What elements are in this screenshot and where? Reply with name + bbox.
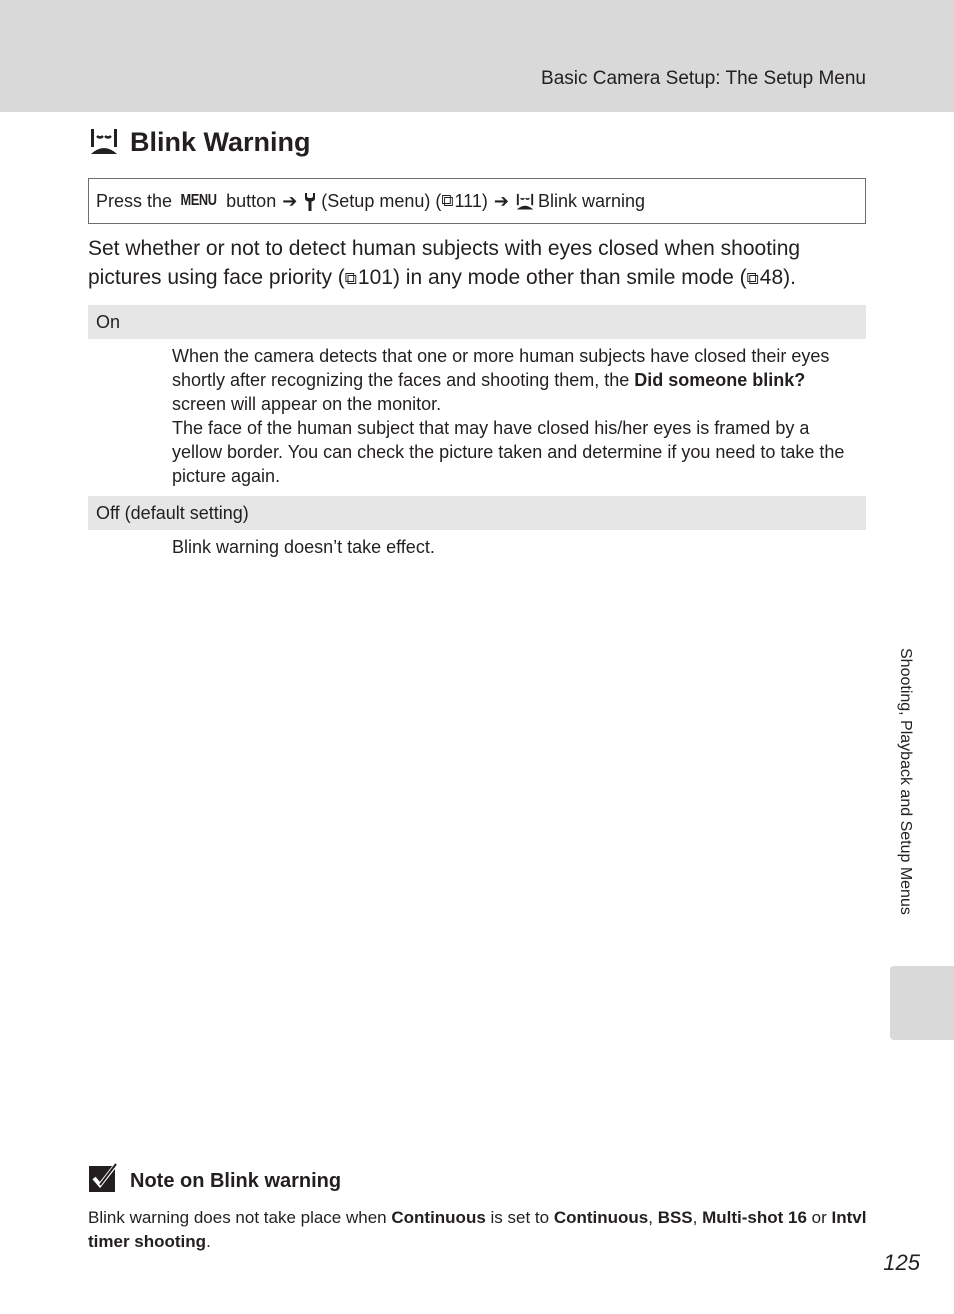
- section-side-label: Shooting, Playback and Setup Menus: [897, 648, 914, 915]
- book-icon: ⧉: [344, 269, 357, 288]
- text: ,: [692, 1208, 703, 1227]
- bold-term: Continuous: [553, 1208, 649, 1227]
- note-body: [88, 1206, 878, 1254]
- text: is set to: [485, 1208, 554, 1227]
- intro-paragraph: [88, 234, 868, 293]
- option-on-description: [172, 344, 862, 488]
- book-icon: ⧉: [441, 191, 454, 210]
- option-off-header: Off (default setting): [88, 496, 866, 530]
- navigation-path: [88, 178, 866, 224]
- intro-text-2: 101) in any mode other than smile mode (: [357, 266, 747, 289]
- option-on-header: On: [88, 305, 866, 339]
- nav-page-ref: 111): [454, 190, 488, 211]
- menu-button-icon: MENU: [180, 192, 217, 209]
- arrow-right-icon: ➔: [493, 190, 509, 211]
- page-title: [88, 124, 311, 160]
- wrench-icon: [303, 190, 317, 211]
- note-heading: [88, 1164, 341, 1198]
- text: .: [206, 1232, 211, 1251]
- nav-target-text: Blink warning: [537, 190, 646, 211]
- text: ,: [648, 1208, 658, 1227]
- bold-term: Intvl timer shooting: [88, 1208, 867, 1251]
- text: When the camera detects that one or more human subjects have closed their eyes shortly after recognizing the faces and shooting them, the: [172, 346, 830, 390]
- bold-term: Multi-shot 16: [702, 1208, 807, 1227]
- bold-term: Continuous: [391, 1208, 486, 1227]
- option-on-desc-para-2: The face of the human subject that may have closed his/her eyes is framed by a yellow border. You can check the picture taken and determine if you need to take the picture again.: [172, 418, 845, 486]
- bold-term: BSS: [657, 1208, 693, 1227]
- blink-warning-small-icon: [515, 190, 535, 211]
- text: Blink warning does not take place when: [88, 1208, 392, 1227]
- intro-text-3: 48).: [759, 266, 796, 289]
- nav-press-text: Press the: [96, 190, 173, 211]
- option-on-desc-para-1: [172, 344, 862, 416]
- text: or: [806, 1208, 832, 1227]
- blink-warning-icon: [88, 127, 120, 157]
- section-tab: [890, 966, 954, 1040]
- arrow-right-icon: ➔: [282, 190, 298, 211]
- nav-button-text: button: [226, 190, 277, 211]
- running-head: Basic Camera Setup: The Setup Menu: [541, 68, 866, 89]
- intro-text-1: Set whether or not to detect human subjects with eyes closed when shooting pictures using face priority (: [88, 237, 801, 289]
- option-off-description: Blink warning doesn’t take effect.: [172, 537, 435, 557]
- text: screen will appear on the monitor.: [172, 394, 442, 414]
- checkmark-note-icon: [88, 1163, 118, 1199]
- nav-setup-menu-text: (Setup menu) (: [321, 190, 442, 211]
- page-number: 125: [883, 1250, 920, 1275]
- did-someone-blink-label: Did someone blink?: [634, 370, 806, 390]
- book-icon: ⧉: [746, 269, 759, 288]
- header-band: [0, 0, 954, 112]
- note-title: Note on Blink warning: [130, 1169, 342, 1192]
- page-title-text: Blink Warning: [130, 126, 311, 157]
